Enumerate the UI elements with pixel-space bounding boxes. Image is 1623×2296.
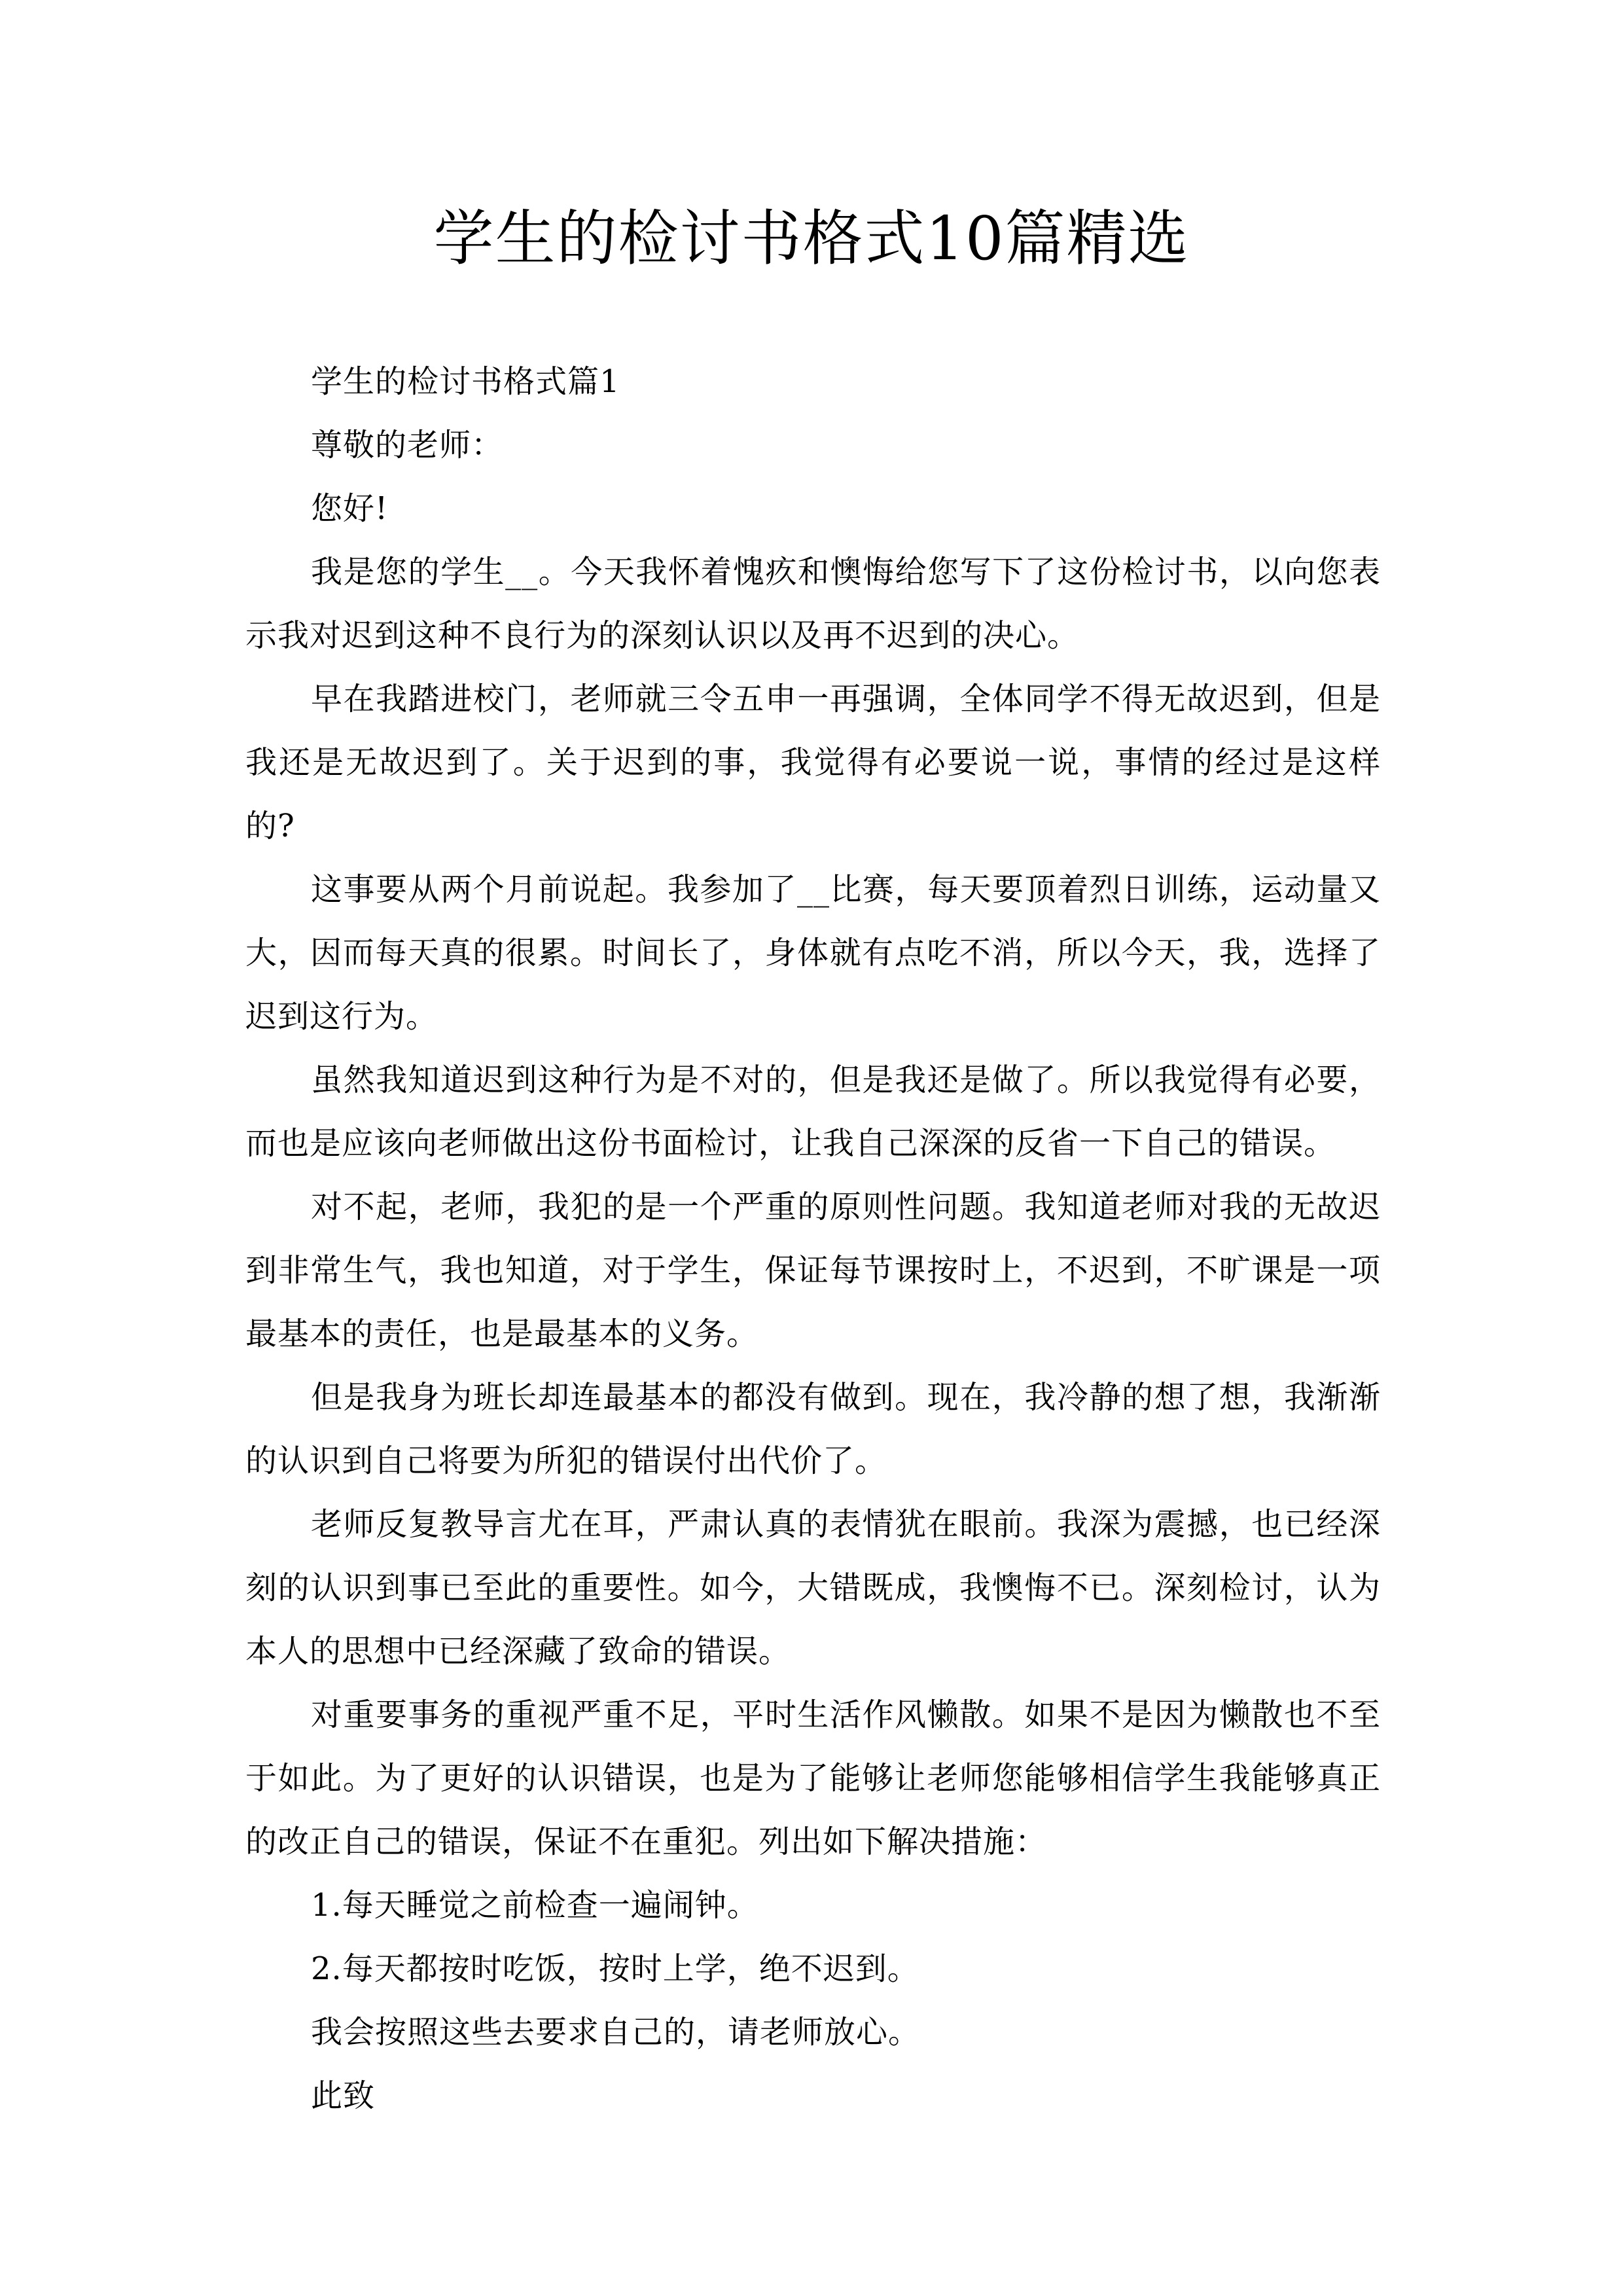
body-paragraph: 我是您的学生__。今天我怀着愧疚和懊悔给您写下了这份检讨书，以向您表示我对迟到这种不良行为的深刻认识以及再不迟到的决心。	[245, 554, 1381, 654]
body-paragraph: 但是我身为班长却连最基本的都没有做到。现在，我冷静的想了想，我渐渐的认识到自己将要为所犯的错误付出代价了。	[245, 1379, 1381, 1479]
greeting: 您好!	[311, 490, 389, 527]
list-item: 1.每天睡觉之前检查一遍闹钟。	[311, 1887, 759, 1924]
closing: 此致	[311, 2077, 376, 2114]
document-title: 学生的检讨书格式10篇精选	[433, 204, 1190, 274]
body-paragraph: 对重要事务的重视严重不足，平时生活作风懒散。如果不是因为懒散也不至于如此。为了更好的认识错误，也是为了能够让老师您能够相信学生我能够真正的改正自己的错误，保证不在重犯。列出如下解决措施：	[245, 1696, 1381, 1860]
body-paragraph: 老师反复教导言尤在耳，严肃认真的表情犹在眼前。我深为震撼，也已经深刻的认识到事已至此的重要性。如今，大错既成，我懊悔不已。深刻检讨，认为本人的思想中已经深藏了致命的错误。	[245, 1506, 1381, 1670]
body-paragraph: 这事要从两个月前说起。我参加了__比赛，每天要顶着烈日训练，运动量又大，因而每天真的很累。时间长了，身体就有点吃不消，所以今天，我，选择了迟到这行为。	[245, 871, 1381, 1035]
list-item: 2.每天都按时吃饭，按时上学，绝不迟到。	[311, 1950, 919, 1987]
body-paragraph: 我会按照这些去要求自己的，请老师放心。	[311, 2014, 921, 2051]
salutation: 尊敬的老师：	[311, 427, 504, 463]
document-body	[245, 350, 1381, 2128]
body-paragraph: 早在我踏进校门，老师就三令五申一再强调，全体同学不得无故迟到，但是我还是无故迟到了。关于迟到的事，我觉得有必要说一说，事情的经过是这样的?	[245, 681, 1381, 844]
body-paragraph: 对不起，老师，我犯的是一个严重的原则性问题。我知道老师对我的无故迟到非常生气，我也知道，对于学生，保证每节课按时上，不迟到，不旷课是一项最基本的责任，也是最基本的义务。	[245, 1189, 1381, 1352]
section-heading: 学生的检讨书格式篇1	[311, 363, 620, 400]
body-paragraph: 虽然我知道迟到这种行为是不对的，但是我还是做了。所以我觉得有必要，而也是应该向老师做出这份书面检讨，让我自己深深的反省一下自己的错误。	[245, 1062, 1381, 1162]
